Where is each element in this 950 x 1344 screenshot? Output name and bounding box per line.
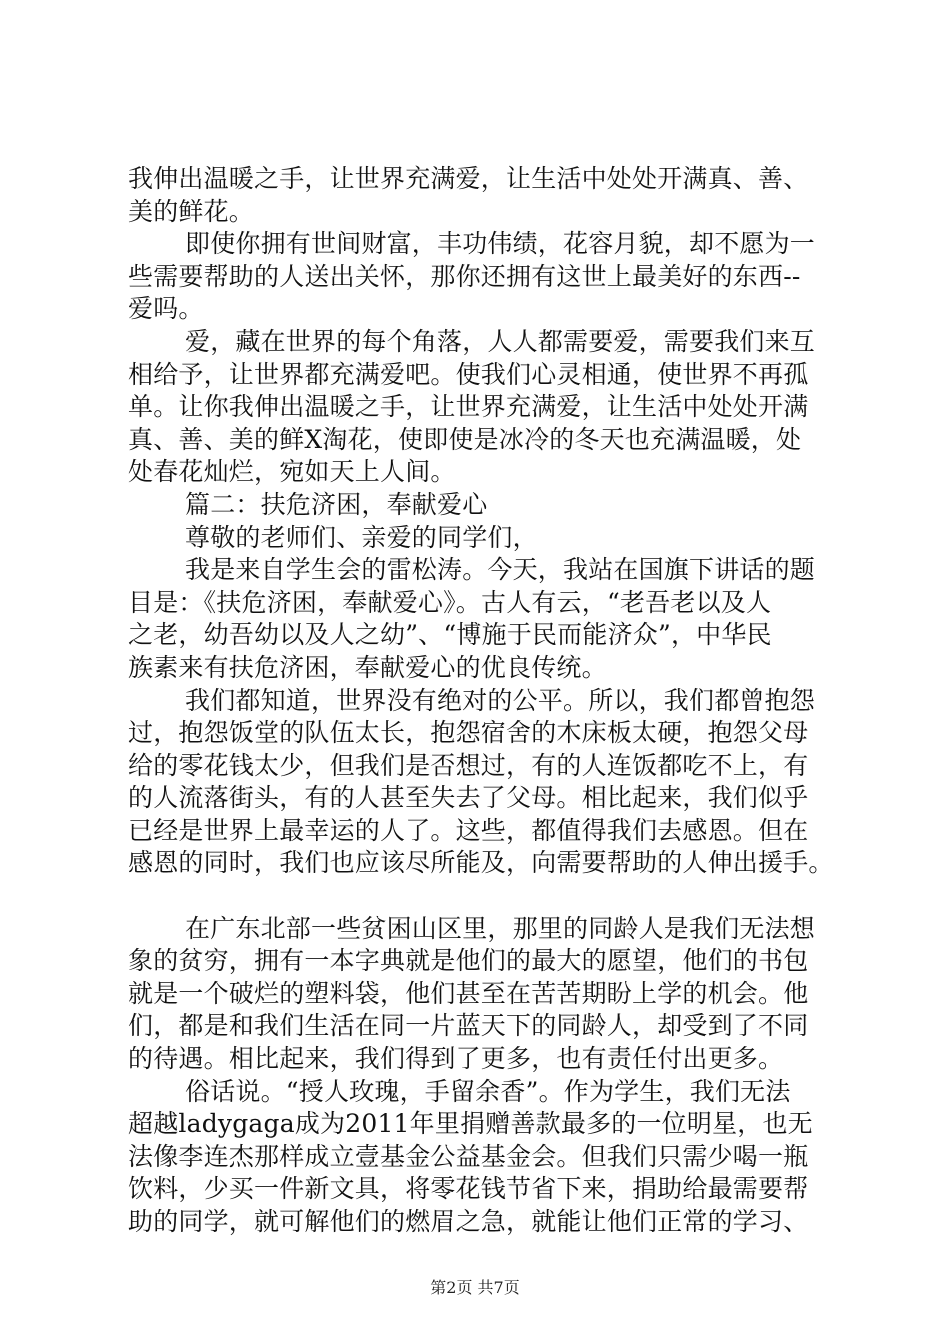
text-line: 即使你拥有世间财富，丰功伟绩，花容月貌，却不愿为一: [185, 229, 816, 259]
text-line: 们，都是和我们生活在同一片蓝天下的同龄人，却受到了不同: [128, 1011, 809, 1041]
text-line: 美的鲜花。: [128, 196, 255, 226]
text-line: 象的贫穷，拥有一本字典就是他们的最大的愿望，他们的书包: [128, 946, 809, 976]
text-line: 族素来有扶危济困，奉献爱心的优良传统。: [128, 652, 607, 682]
text-line: 的待遇。相比起来，我们得到了更多，也有责任付出更多。: [128, 1044, 784, 1074]
page-footer: 第2页 共7页: [430, 1278, 520, 1297]
text-line: 我是来自学生会的雷松涛。今天，我站在国旗下讲话的题: [185, 555, 816, 585]
blank-line: [128, 880, 848, 913]
text-line: 之老，幼吾幼以及人之幼”、“博施于民而能济众”，中华民: [128, 620, 772, 650]
text-line: 真、善、美的鲜X淘花，使即使是冰冷的冬天也充满温暖，处: [128, 424, 802, 454]
text-line: 给的零花钱太少，但我们是否想过，有的人连饭都吃不上，有: [128, 750, 809, 780]
text-line: 过，抱怨饭堂的队伍太长，抱怨宿舍的木床板太硬，抱怨父母: [128, 718, 809, 748]
text-line: 助的同学，就可解他们的燃眉之急，就能让他们正常的学习、: [128, 1207, 809, 1236]
text-line: 在广东北部一些贫困山区里，那里的同龄人是我们无法想: [185, 913, 816, 943]
text-line: 爱吗。: [128, 294, 204, 324]
text-line: 单。让你我伸出温暖之手，让世界充满爱，让生活中处处开满: [128, 392, 809, 422]
document-body: [128, 163, 848, 1239]
text-line: 俗话说。“授人玫瑰，手留余香”。作为学生，我们无法: [185, 1076, 791, 1106]
text-line: 法像李连杰那样成立壹基金公益基金会。但我们只需少喝一瓶: [128, 1141, 809, 1171]
text-line: 已经是世界上最幸运的人了。这些，都值得我们去感恩。但在: [128, 815, 809, 845]
text-line: 爱，藏在世界的每个角落，人人都需要爱，需要我们来互: [185, 326, 816, 356]
text-line: 我们都知道，世界没有绝对的公平。所以，我们都曾抱怨: [185, 685, 816, 715]
text-line: 些需要帮助的人送出关怀，那你还拥有这世上最美好的东西--: [128, 261, 801, 291]
text-line: 超越ladygaga成为2011年里捐赠善款最多的一位明星，也无: [128, 1109, 813, 1139]
text-line: 相给予，让世界都充满爱吧。使我们心灵相通，使世界不再孤: [128, 359, 809, 389]
text-line: 就是一个破烂的塑料袋，他们甚至在苦苦期盼上学的机会。他: [128, 978, 809, 1008]
text-line: 的人流落街头，有的人甚至失去了父母。相比起来，我们似乎: [128, 783, 809, 813]
text-line: 篇二：扶危济困，奉献爱心: [185, 489, 488, 519]
text-line: 尊敬的老师们、亲爱的同学们，: [185, 522, 538, 552]
text-line: 目是：《扶危济困，奉献爱心》。古人有云，“老吾老以及人: [128, 587, 772, 617]
text-line: 处春花灿烂，宛如天上人间。: [128, 457, 456, 487]
text-line: 感恩的同时，我们也应该尽所能及，向需要帮助的人伸出援手。: [128, 848, 834, 878]
text-line: 我伸出温暖之手，让世界充满爱，让生活中处处开满真、善、: [128, 164, 809, 193]
text-line: 饮料，少买一件新文具，将零花钱节省下来，捐助给最需要帮: [128, 1174, 809, 1204]
